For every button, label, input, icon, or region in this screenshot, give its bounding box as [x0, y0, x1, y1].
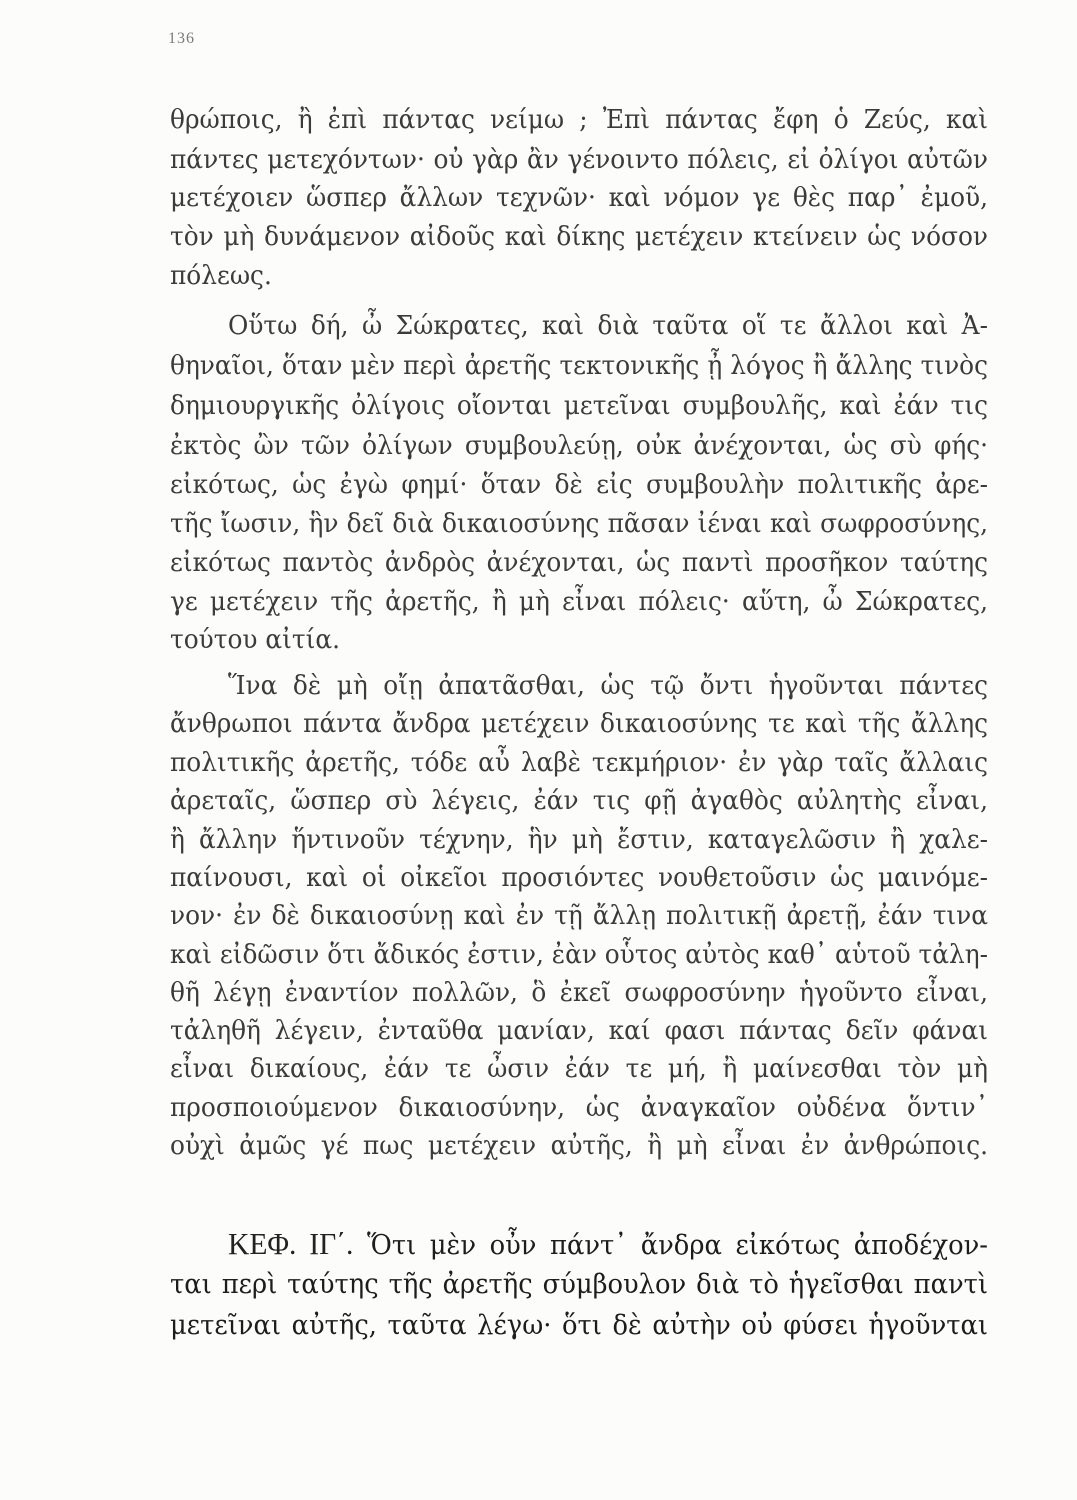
- text-line: ἢ ἄλλην ἥντινοῦν τέχνην, ἣν μὴ ἔστιν, καταγελῶσιν ἢ χαλε-: [170, 825, 988, 855]
- text-line: καὶ εἰδῶσιν ὅτι ἄδικός ἐστιν, ἐὰν οὗτος αὐτὸς καθ᾽ αὑτοῦ τἀλη-: [170, 940, 988, 970]
- text-line: δημιουργικῆς ὀλίγοις οἴονται μετεῖναι συμβουλῆς, καὶ ἐάν τις: [170, 391, 988, 421]
- text-line: γε μετέχειν τῆς ἀρετῆς, ἢ μὴ εἶναι πόλεις· αὕτη, ὦ Σώκρατες,: [170, 587, 988, 617]
- chapter-text: Ὅτι μὲν οὖν πάντ᾽ ἄνδρα εἰκότως ἀποδέχον-: [367, 1230, 988, 1261]
- text-line: τούτου αἰτία.: [170, 625, 340, 655]
- text-line: εἰκότως παντὸς ἀνδρὸς ἀνέχονται, ὡς παντὶ προσῆκον ταύτης: [170, 548, 988, 578]
- text-line: Ἵνα δὲ μὴ οἴῃ ἀπατᾶσθαι, ὡς τῷ ὄντι ἡγοῦνται πάντες: [228, 671, 988, 701]
- text-line: θῆ λέγῃ ἐναντίον πολλῶν, ὃ ἐκεῖ σωφροσύνην ἡγοῦντο εἶναι,: [170, 978, 988, 1008]
- text-line: προσποιούμενον δικαιοσύνην, ὡς ἀναγκαῖον οὐδένα ὅντιν᾽: [170, 1093, 988, 1123]
- text-line: μετεῖναι αὐτῆς, ταῦτα λέγω· ὅτι δὲ αὐτὴν οὐ φύσει ἡγοῦνται: [170, 1310, 988, 1341]
- text-line: τῆς ἴωσιν, ἣν δεῖ διὰ δικαιοσύνης πᾶσαν ἰέναι καὶ σωφροσύνης,: [170, 509, 988, 539]
- text-line: εἶναι δικαίους, ἐάν τε ὦσιν ἐάν τε μή, ἢ μαίνεσθαι τὸν μὴ: [170, 1054, 988, 1084]
- text-line: ἀρεταῖς, ὥσπερ σὺ λέγεις, ἐάν τις φῇ ἀγαθὸς αὐλητὴς εἶναι,: [170, 786, 988, 816]
- text-line: ται περὶ ταύτης τῆς ἀρετῆς σύμβουλον διὰ τὸ ἡγεῖσθαι παντὶ: [170, 1269, 988, 1300]
- text-line: τἀληθῆ λέγειν, ἐνταῦθα μανίαν, καί φασι πάντας δεῖν φάναι: [170, 1016, 988, 1046]
- text-line: πάντες μετεχόντων· οὐ γὰρ ἂν γένοιντο πόλεις, εἰ ὀλίγοι αὐτῶν: [170, 145, 988, 175]
- text-line: θηναῖοι, ὅταν μὲν περὶ ἀρετῆς τεκτονικῆς ᾖ λόγος ἢ ἄλλης τινὸς: [170, 351, 988, 381]
- text-line: νον· ἐν δὲ δικαιοσύνῃ καὶ ἐν τῇ ἄλλῃ πολιτικῇ ἀρετῇ, ἐάν τινα: [170, 901, 988, 931]
- text-line: παίνουσι, καὶ οἱ οἰκεῖοι προσιόντες νουθετοῦσιν ὡς μαινόμε-: [170, 863, 988, 893]
- text-line: μετέχοιεν ὥσπερ ἄλλων τεχνῶν· καὶ νόμον γε θὲς παρ᾽ ἐμοῦ,: [170, 183, 988, 213]
- text-line: ἄνθρωποι πάντα ἄνδρα μετέχειν δικαιοσύνης τε καὶ τῆς ἄλλης: [170, 709, 988, 739]
- text-line: πόλεως.: [170, 261, 272, 291]
- text-line: πολιτικῆς ἀρετῆς, τόδε αὖ λαβὲ τεκμήριον· ἐν γὰρ ταῖς ἄλλαις: [170, 748, 988, 778]
- text-line: θρώποις, ἢ ἐπὶ πάντας νείμω ; Ἐπὶ πάντας ἔφη ὁ Ζεύς, καὶ: [170, 105, 988, 135]
- text-line: οὐχὶ ἀμῶς γέ πως μετέχειν αὐτῆς, ἢ μὴ εἶναι ἐν ἀνθρώποις.: [170, 1131, 988, 1161]
- text-line: εἰκότως, ὡς ἐγὼ φημί· ὅταν δὲ εἰς συμβουλὴν πολιτικῆς ἀρε-: [170, 470, 988, 500]
- chapter-label: ΚΕΦ. ΙΓ΄.: [228, 1226, 354, 1261]
- page-number: 136: [168, 30, 195, 47]
- text-line: Οὕτω δή, ὦ Σώκρατες, καὶ διὰ ταῦτα οἵ τε ἄλλοι καὶ Ἀ-: [228, 311, 988, 341]
- chapter-heading-line: [228, 1226, 988, 1261]
- text-line: ἐκτὸς ὢν τῶν ὀλίγων συμβουλεύῃ, οὐκ ἀνέχονται, ὡς σὺ φής·: [170, 431, 988, 461]
- text-line: τὸν μὴ δυνάμενον αἰδοῦς καὶ δίκης μετέχειν κτείνειν ὡς νόσον: [170, 222, 988, 252]
